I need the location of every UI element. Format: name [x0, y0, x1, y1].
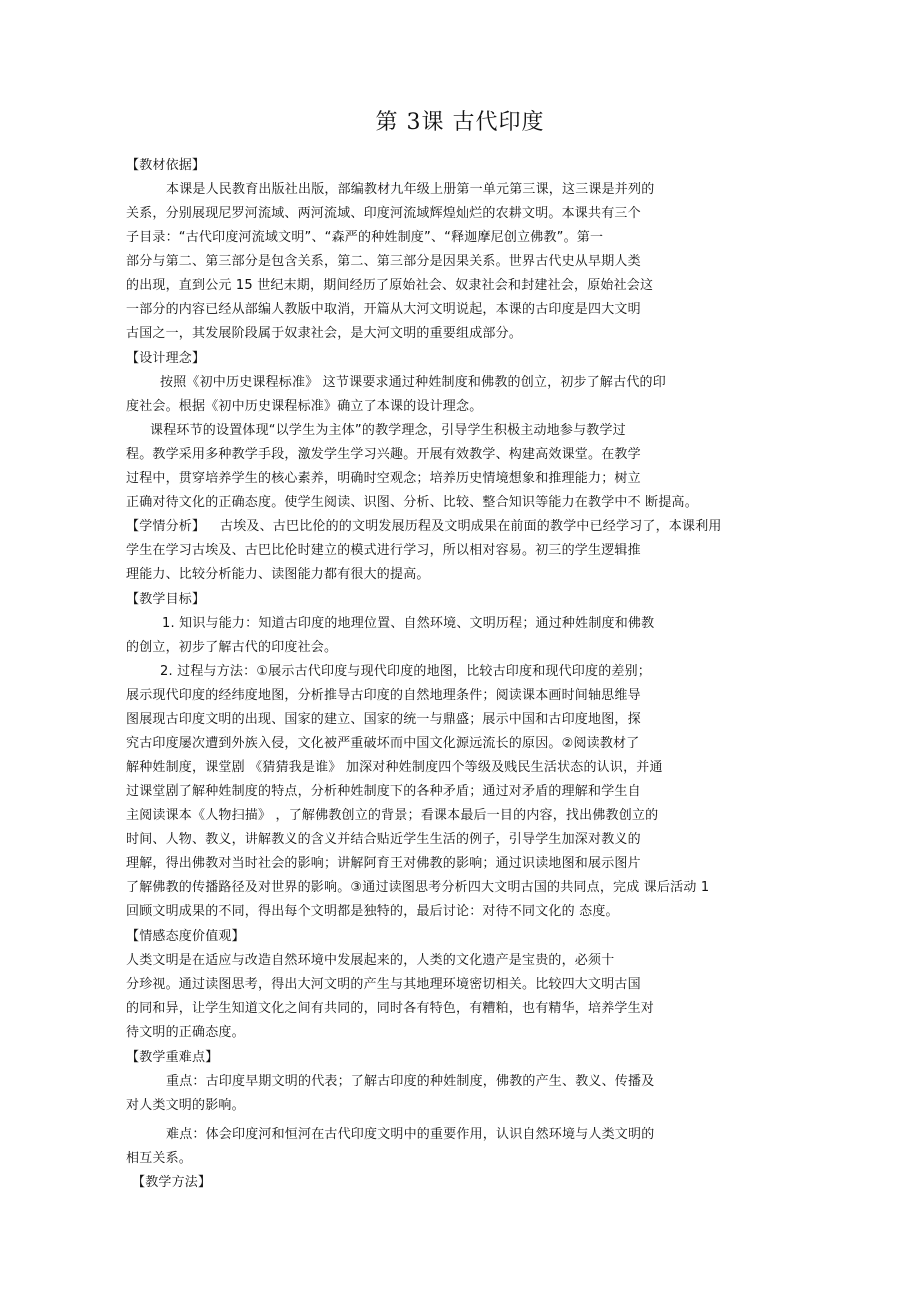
paragraph-line: 人类文明是在适应与改造自然环境中发展起来的，人类的文化遗产是宝贵的，必须十	[126, 953, 615, 968]
paragraph-line: 程。教学采用多种教学手段，激发学生学习兴趣。开展有效教学、构建高效课堂。在教学	[126, 447, 641, 462]
paragraph-line: 过程中，贯穿培养学生的核心素养，明确时空观念；培养历史情境想象和推理能力；树立	[126, 471, 641, 486]
paragraph-line: 过课堂剧了解种姓制度的特点，分析种姓制度下的各种矛盾；通过对矛盾的理解和学生自	[126, 784, 641, 799]
paragraph-line: 课程环节的设置体现“以学生为主体”的教学理念，引导学生积极主动地参与教学过	[150, 423, 626, 438]
section-heading-basis: 【教材依据】	[126, 158, 206, 173]
paragraph-line: 重点：古印度早期文明的代表；了解古印度的种姓制度，佛教的产生、教义、传播及	[166, 1074, 655, 1089]
paragraph-line: 图展现古印度文明的出现、国家的建立、国家的统一与鼎盛；展示中国和古印度地图，探	[126, 712, 641, 727]
section-heading-analysis: 【学情分析】	[126, 519, 206, 534]
paragraph-line: 2. 过程与方法：①展示古代印度与现代印度的地图，比较古印度和现代印度的差别；	[160, 664, 651, 679]
section-heading-goals: 【教学目标】	[126, 592, 206, 607]
paragraph-line: 按照《初中历史课程标准》 这节课要求通过种姓制度和佛教的创立，初步了解古代的印	[160, 375, 666, 390]
section-heading-keypoints: 【教学重难点】	[126, 1050, 219, 1065]
paragraph-line: 难点：体会印度河和恒河在古代印度文明中的重要作用，认识自然环境与人类文明的	[166, 1127, 655, 1142]
paragraph-line: 正确对待文化的正确态度。使学生阅读、识图、分析、比较、整合知识等能力在教学中不 断提高。	[126, 495, 698, 510]
paragraph-line: 的同和异，让学生知道文化之间有共同的，同时各有特色，有糟粕，也有精华，培养学生对	[126, 1001, 655, 1016]
paragraph-line: 理能力、比较分析能力、读图能力都有很大的提高。	[126, 567, 430, 582]
paragraph-line: 的创立，初步了解古代的印度社会。	[126, 640, 338, 655]
paragraph-line: 究古印度屡次遭到外族入侵，文化被严重破坏而中国文化源远流长的原因。②阅读教材了	[126, 736, 640, 751]
paragraph-line: 主阅读课本《人物扫描》 ，了解佛教创立的背景；看课本最后一目的内容，找出佛教创立的	[126, 808, 659, 823]
paragraph-line: 一部分的内容已经从部编人教版中取消，开篇从大河文明说起，本课的古印度是四大文明	[126, 302, 641, 317]
paragraph-line: 展示现代印度的经纬度地图，分析推导古印度的自然地理条件；阅读课本画时间轴思维导	[126, 688, 641, 703]
paragraph-line: 理解，得出佛教对当时社会的影响；讲解阿育王对佛教的影响；通过识读地图和展示图片	[126, 856, 641, 871]
paragraph-line: 对人类文明的影响。	[126, 1098, 245, 1113]
paragraph-line: 本课是人民教育出版社出版，部编教材九年级上册第一单元第三课，这三课是并列的	[166, 182, 655, 197]
paragraph-line: 了解佛教的传播路径及对世界的影响。③通过读图思考分析四大文明古国的共同点，完成 课后活动 1	[126, 880, 710, 895]
paragraph-line: 部分与第二、第三部分是包含关系，第二、第三部分是因果关系。世界古代史从早期人类	[126, 254, 641, 269]
paragraph-line: 待文明的正确态度。	[126, 1025, 245, 1040]
paragraph-line: 分珍视。通过读图思考，得出大河文明的产生与其地理环境密切相关。比较四大文明古国	[126, 977, 641, 992]
paragraph-line: 解种姓制度，课堂剧 《猜猜我是谁》 加深对种姓制度四个等级及贱民生活状态的认识，并通	[126, 760, 663, 775]
page-title: 第 3课 古代印度	[375, 110, 545, 135]
paragraph-line: 学生在学习古埃及、古巴比伦时建立的模式进行学习，所以相对容易。初三的学生逻辑推	[126, 543, 641, 558]
paragraph-line: 的出现，直到公元 15 世纪末期，期间经历了原始社会、奴隶社会和封建社会，原始社会这	[126, 278, 654, 293]
section-heading-concept: 【设计理念】	[126, 351, 206, 366]
paragraph-line: 关系，分别展现尼罗河流域、两河流域、印度河流域辉煌灿烂的农耕文明。本课共有三个	[126, 206, 641, 221]
paragraph-line: 1. 知识与能力：知道古印度的地理位置、自然环境、文明历程；通过种姓制度和佛教	[162, 616, 655, 631]
section-heading-methods: 【教学方法】	[132, 1175, 212, 1190]
paragraph-line: 古埃及、古巴比伦的的文明发展历程及文明成果在前面的教学中已经学习了，本课利用	[220, 519, 722, 534]
paragraph-line: 古国之一，其发展阶段属于奴隶社会，是大河文明的重要组成部分。	[126, 326, 523, 341]
paragraph-line: 回顾文明成果的不同，得出每个文明都是独特的，最后讨论：对待不同文化的 态度。	[126, 904, 619, 919]
paragraph-line: 度社会。根据《初中历史课程标准》确立了本课的设计理念。	[126, 399, 483, 414]
paragraph-line: 子目录：“古代印度河流域文明”、“森严的种姓制度”、“释迦摩尼创立佛教”。第一	[126, 230, 604, 245]
paragraph-line: 相互关系。	[126, 1151, 193, 1166]
section-heading-values: 【情感态度价值观】	[126, 929, 245, 944]
paragraph-line: 时间、人物、教义，讲解教义的含义并结合贴近学生生活的例子，引导学生加深对教义的	[126, 832, 641, 847]
